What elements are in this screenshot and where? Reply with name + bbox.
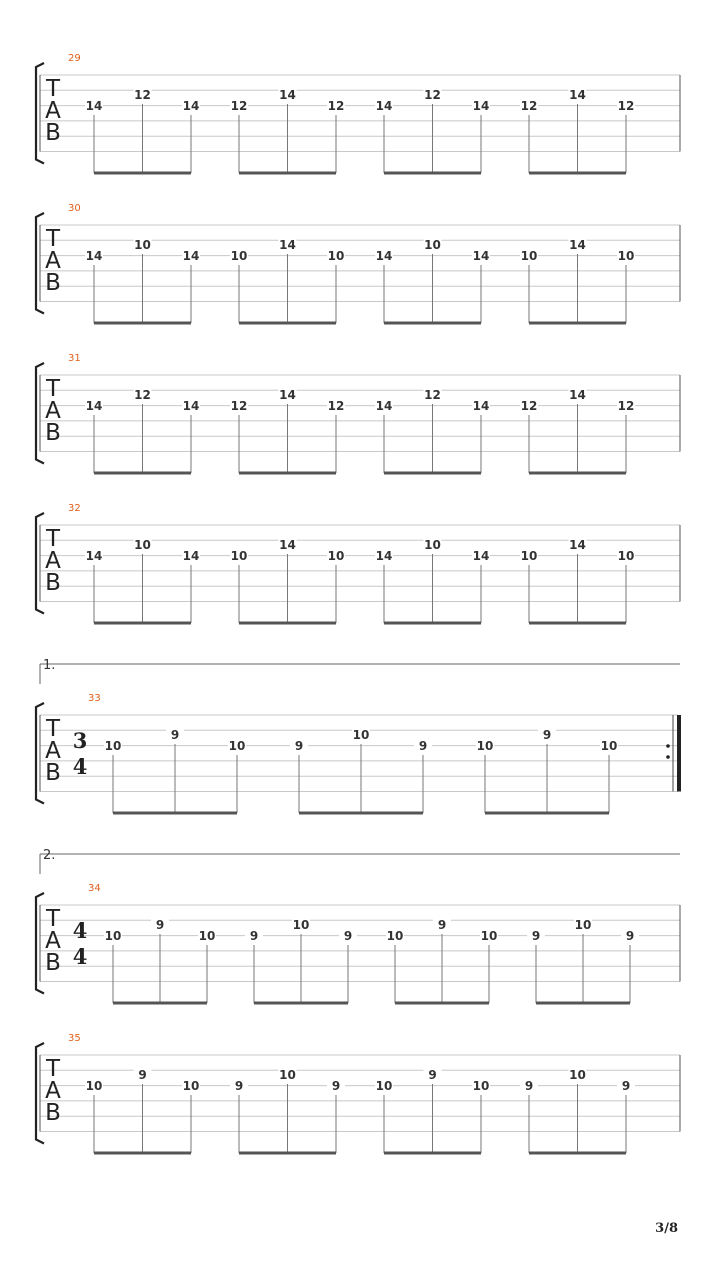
tab-clef-letter: B — [45, 570, 61, 596]
tab-system — [36, 503, 680, 623]
fret-number: 14 — [85, 249, 103, 263]
measure-number: 32 — [68, 503, 81, 514]
time-signature-numerator: 4 — [72, 918, 88, 943]
fret-number: 14 — [279, 238, 296, 252]
tab-clef-letter: T — [45, 226, 61, 252]
tab-clef-letter: A — [45, 98, 61, 124]
tab-clef-letter: B — [45, 270, 61, 296]
fret-number: 9 — [625, 929, 635, 943]
time-signature-denominator: 4 — [72, 754, 88, 779]
tab-clef-letter: T — [45, 526, 61, 552]
fret-number: 10 — [279, 1068, 296, 1082]
fret-number: 10 — [424, 538, 441, 552]
tab-clef-letter: T — [45, 1056, 61, 1082]
fret-number: 9 — [138, 1068, 147, 1082]
fret-number: 10 — [134, 538, 151, 552]
fret-number: 12 — [617, 399, 635, 413]
time-signature-denominator: 4 — [72, 944, 88, 969]
fret-number: 14 — [569, 538, 586, 552]
tab-system — [36, 203, 680, 323]
fret-number: 14 — [182, 99, 200, 113]
tab-clef-letter: A — [45, 398, 61, 424]
fret-number: 14 — [472, 99, 490, 113]
fret-number: 10 — [327, 249, 345, 263]
fret-number: 14 — [375, 99, 393, 113]
fret-number: 14 — [375, 549, 393, 563]
fret-number: 10 — [574, 918, 592, 932]
fret-number: 9 — [418, 739, 428, 753]
fret-number: 10 — [600, 739, 618, 753]
fret-number: 9 — [524, 1079, 534, 1093]
fret-number: 9 — [621, 1079, 631, 1093]
tab-clef-letter: B — [45, 420, 61, 446]
fret-number: 14 — [279, 538, 296, 552]
fret-number: 12 — [617, 99, 635, 113]
fret-number: 12 — [520, 99, 538, 113]
fret-number: 10 — [480, 929, 498, 943]
tab-clef-letter: T — [45, 716, 61, 742]
fret-number: 10 — [230, 549, 248, 563]
volta-bracket — [40, 848, 680, 874]
fret-number: 14 — [85, 549, 103, 563]
fret-number: 10 — [104, 739, 122, 753]
fret-number: 9 — [542, 728, 552, 742]
fret-number: 14 — [569, 388, 586, 402]
fret-number: 10 — [85, 1079, 103, 1093]
fret-number: 10 — [228, 739, 246, 753]
fret-number: 10 — [230, 249, 248, 263]
fret-number: 10 — [352, 728, 370, 742]
tab-system — [36, 53, 680, 173]
tab-clef-letter: B — [45, 760, 61, 786]
fret-number: 12 — [134, 88, 151, 102]
fret-number: 10 — [104, 929, 122, 943]
fret-number: 14 — [569, 88, 586, 102]
repeat-end-barline — [666, 715, 681, 792]
fret-number: 12 — [327, 99, 345, 113]
fret-number: 10 — [134, 238, 151, 252]
tab-clef-letter: T — [45, 376, 61, 402]
tab-clef-letter: A — [45, 738, 61, 764]
volta-bracket — [40, 658, 680, 684]
page-number: 3/8 — [655, 1221, 678, 1236]
fret-number: 9 — [155, 918, 165, 932]
fret-number: 12 — [424, 88, 441, 102]
fret-number: 9 — [531, 929, 541, 943]
fret-number: 10 — [472, 1079, 490, 1093]
measure-number: 33 — [88, 693, 101, 704]
fret-number: 14 — [375, 249, 393, 263]
fret-number: 10 — [386, 929, 404, 943]
tab-clef-letter: T — [45, 906, 61, 932]
tab-system — [36, 353, 680, 473]
fret-number: 9 — [437, 918, 447, 932]
fret-number: 10 — [327, 549, 345, 563]
fret-number: 10 — [520, 249, 538, 263]
fret-number: 12 — [327, 399, 345, 413]
tab-clef-letter: B — [45, 120, 61, 146]
tab-clef-letter: B — [45, 950, 61, 976]
fret-number: 12 — [520, 399, 538, 413]
tab-clef-letter: B — [45, 1100, 61, 1126]
fret-number: 14 — [279, 388, 296, 402]
fret-number: 14 — [279, 88, 296, 102]
fret-number: 10 — [617, 549, 635, 563]
tab-clef-letter: A — [45, 928, 61, 954]
fret-number: 9 — [343, 929, 353, 943]
tab-clef-letter: T — [45, 76, 61, 102]
tab-system — [36, 848, 680, 1003]
fret-number: 14 — [375, 399, 393, 413]
fret-number: 14 — [182, 249, 200, 263]
fret-number: 14 — [85, 99, 103, 113]
fret-number: 12 — [230, 399, 248, 413]
fret-number: 9 — [428, 1068, 437, 1082]
tab-clef-letter: A — [45, 248, 61, 274]
fret-number: 10 — [520, 549, 538, 563]
fret-number: 14 — [472, 249, 490, 263]
measure-number: 29 — [68, 53, 81, 64]
fret-number: 9 — [294, 739, 304, 753]
measure-number: 35 — [68, 1033, 81, 1044]
fret-number: 14 — [569, 238, 586, 252]
measure-number: 34 — [88, 883, 101, 894]
fret-number: 9 — [331, 1079, 341, 1093]
fret-number: 10 — [182, 1079, 200, 1093]
fret-number: 14 — [182, 549, 200, 563]
fret-number: 14 — [472, 399, 490, 413]
tab-clef-letter: A — [45, 548, 61, 574]
fret-number: 10 — [375, 1079, 393, 1093]
fret-number: 10 — [198, 929, 216, 943]
fret-number: 10 — [424, 238, 441, 252]
fret-number: 12 — [230, 99, 248, 113]
volta-label: 1. — [43, 658, 56, 673]
fret-number: 9 — [249, 929, 259, 943]
fret-number: 12 — [134, 388, 151, 402]
fret-number: 14 — [85, 399, 103, 413]
fret-number: 10 — [292, 918, 310, 932]
fret-number: 10 — [569, 1068, 586, 1082]
fret-number: 10 — [476, 739, 494, 753]
measure-number: 31 — [68, 353, 81, 364]
volta-label: 2. — [43, 848, 56, 863]
fret-number: 10 — [617, 249, 635, 263]
fret-number: 14 — [182, 399, 200, 413]
measure-number: 30 — [68, 203, 81, 214]
fret-number: 9 — [170, 728, 180, 742]
time-signature-numerator: 3 — [72, 728, 88, 753]
tab-system — [36, 658, 681, 813]
fret-number: 14 — [472, 549, 490, 563]
tab-system — [36, 1033, 680, 1153]
fret-number: 9 — [234, 1079, 244, 1093]
tab-clef-letter: A — [45, 1078, 61, 1104]
fret-number: 12 — [424, 388, 441, 402]
